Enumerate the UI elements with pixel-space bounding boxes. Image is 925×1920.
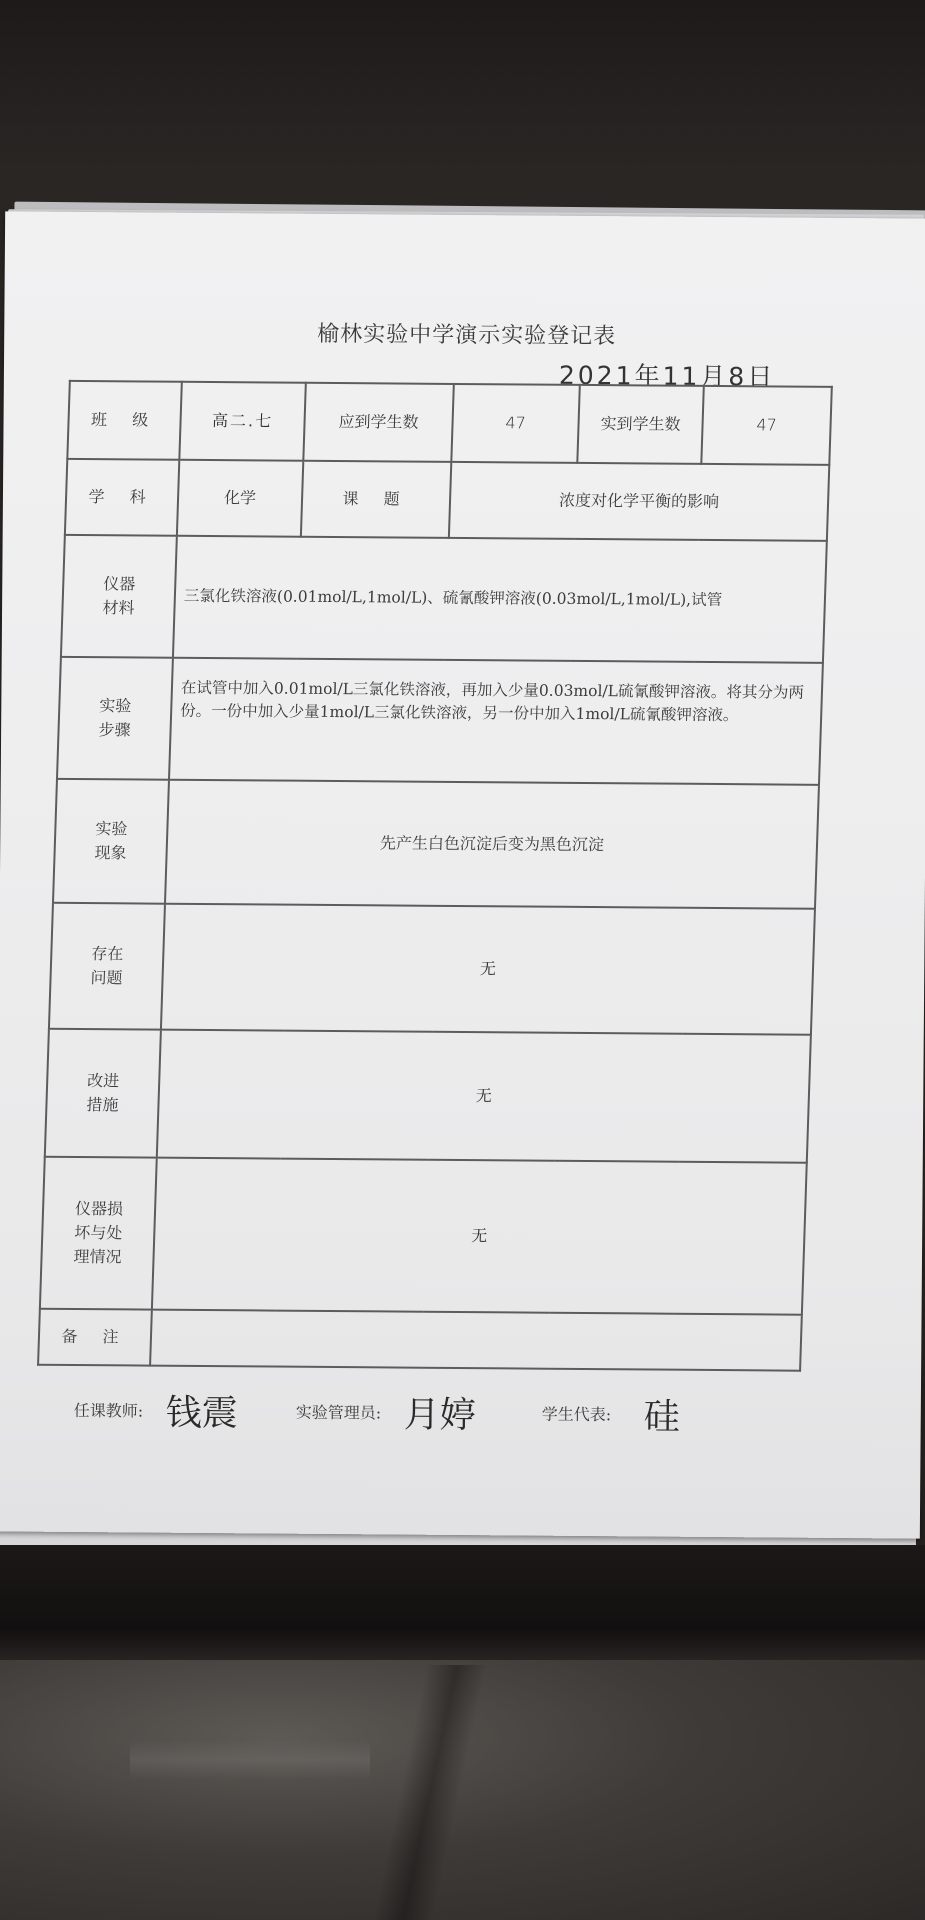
form-date: 2021年11月8日	[558, 360, 776, 392]
instruments-label	[61, 535, 177, 658]
phenomenon-label	[53, 779, 169, 904]
problems-label	[49, 903, 165, 1030]
actual-students-value: 47	[701, 386, 832, 465]
damage-value: 无	[152, 1158, 807, 1315]
problems-value: 无	[161, 904, 815, 1035]
problems-row	[49, 903, 815, 1035]
expected-students-value: 47	[451, 384, 580, 463]
problems-label-text: 存在问题	[90, 944, 124, 988]
fabric-fold	[130, 1740, 370, 1780]
admin-signature: 月婷	[403, 1394, 476, 1437]
subject-row	[65, 459, 829, 541]
phenomenon-row	[53, 779, 819, 909]
improvements-label-text: 改进措施	[86, 1071, 120, 1115]
expected-students-label: 应到学生数	[303, 383, 454, 462]
steps-label	[57, 657, 173, 780]
teacher-label: 任课教师:	[73, 1400, 144, 1421]
remarks-row	[38, 1309, 802, 1371]
signature-line	[74, 1380, 854, 1446]
phenomenon-label-text: 实验现象	[94, 819, 128, 863]
topic-label: 课 题	[301, 461, 451, 538]
teacher-signature: 钱震	[165, 1392, 238, 1435]
damage-label-text: 仪器损坏与处理情况	[73, 1198, 124, 1267]
damage-label	[40, 1157, 157, 1310]
phenomenon-value: 先产生白色沉淀后变为黑色沉淀	[165, 780, 819, 909]
damage-row	[40, 1157, 807, 1315]
student-signature: 硅	[643, 1396, 680, 1438]
remarks-label: 备 注	[38, 1309, 152, 1366]
instruments-label-text: 仪器材料	[102, 574, 136, 618]
registration-form-sheet	[0, 211, 925, 1538]
class-label: 班 级	[67, 381, 182, 460]
improvements-label	[45, 1029, 161, 1158]
instruments-value: 三氯化铁溶液(0.01mol/L,1mol/L)、硫氰酸钾溶液(0.03mol/L,1mol/L),试管	[173, 536, 827, 663]
steps-label-text: 实验步骤	[98, 696, 132, 740]
student-label: 学生代表:	[541, 1404, 612, 1425]
improvements-row	[45, 1029, 811, 1163]
page-title: 榆林实验中学演示实验登记表	[317, 321, 617, 350]
class-value: 高二.七	[179, 382, 306, 461]
folder-edge	[0, 1545, 925, 1665]
improvements-value: 无	[157, 1030, 811, 1163]
registration-table	[37, 380, 833, 1372]
admin-label: 实验管理员:	[295, 1402, 382, 1423]
remarks-value	[150, 1310, 802, 1371]
subject-label: 学 科	[65, 459, 179, 536]
steps-row	[57, 657, 823, 785]
topic-value: 浓度对化学平衡的影响	[449, 462, 829, 541]
class-row	[67, 381, 831, 465]
subject-value: 化学	[177, 460, 303, 537]
actual-students-label: 实到学生数	[577, 385, 704, 464]
steps-value: 在试管中加入0.01mol/L三氯化铁溶液，再加入少量0.03mol/L硫氰酸钾溶液。将其分为两份。一份中加入少量1mol/L三氯化铁溶液，另一份中加入1mol/L硫氰酸钾溶液。	[169, 658, 823, 785]
instruments-row	[61, 535, 827, 663]
